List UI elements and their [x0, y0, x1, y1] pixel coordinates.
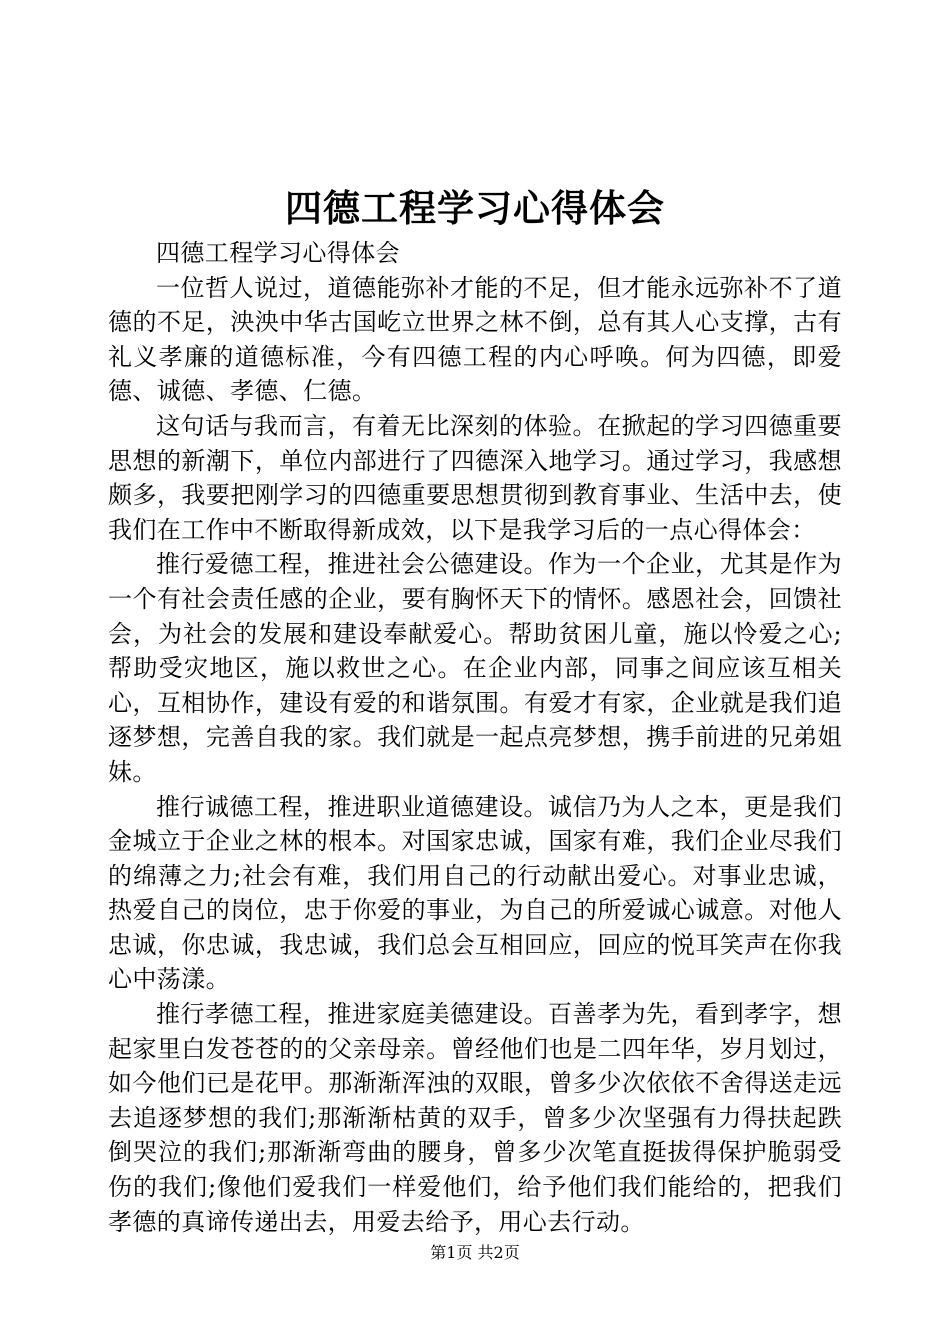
subtitle-paragraph: 四德工程学习心得体会 [156, 239, 400, 267]
paragraph-intro: 一位哲人说过，道德能弥补才能的不足，但才能永远弥补不了道德的不足，泱泱中华古国屹立世界之林不倒，总有其人心支撑，古有礼义孝廉的道德标准，今有四德工程的内心呼唤。何为四德，即爱德、诚德、孝德、仁德。 [108, 273, 842, 406]
paragraph-honesty-virtue: 推行诚德工程，推进职业道德建设。诚信乃为人之本，更是我们金城立于企业之林的根本。对国家忠诚，国家有难，我们企业尽我们的绵薄之力;社会有难，我们用自己的行动献出爱心。对事业忠诚，热爱自己的岗位，忠于你爱的事业，为自己的所爱诚心诚意。对他人忠诚，你忠诚，我忠诚，我们总会互相回应，回应的悦耳笑声在你我心中荡漾。 [108, 792, 842, 994]
page-number-footer: 第1页 共2页 [430, 1243, 520, 1262]
paragraph-love-virtue: 推行爱德工程，推进社会公德建设。作为一个企业，尤其是作为一个有社会责任感的企业，要有胸怀天下的情怀。感恩社会，回馈社会，为社会的发展和建设奉献爱心。帮助贫困儿童，施以怜爱之心;帮助受灾地区，施以救世之心。在企业内部，同事之间应该互相关心，互相协作，建设有爱的和谐氛围。有爱才有家，企业就是我们追逐梦想，完善自我的家。我们就是一起点亮梦想，携手前进的兄弟姐妹。 [108, 550, 842, 786]
document-title: 四德工程学习心得体会 [285, 186, 665, 230]
paragraph-filial-virtue: 推行孝德工程，推进家庭美德建设。百善孝为先，看到孝字，想起家里白发苍苍的的父亲母亲。曾经他们也是二四年华，岁月划过，如今他们已是花甲。那渐渐浑浊的双眼，曾多少次依依不舍得送走远去追逐梦想的我们;那渐渐枯黄的双手，曾多少次坚强有力得扶起跌倒哭泣的我们;那渐渐弯曲的腰身，曾多少次笔直挺拔得保护脆弱受伤的我们;像他们爱我们一样爱他们，给予他们我们能给的，把我们孝德的真谛传递出去，用爱去给予，用心去行动。 [108, 1000, 842, 1236]
paragraph-experience: 这句话与我而言，有着无比深刻的体验。在掀起的学习四德重要思想的新潮下，单位内部进行了四德深入地学习。通过学习，我感想颇多，我要把刚学习的四德重要思想贯彻到教育事业、生活中去，使我们在工作中不断取得新成效，以下是我学习后的一点心得体会： [108, 411, 842, 544]
document-body [108, 236, 842, 1239]
